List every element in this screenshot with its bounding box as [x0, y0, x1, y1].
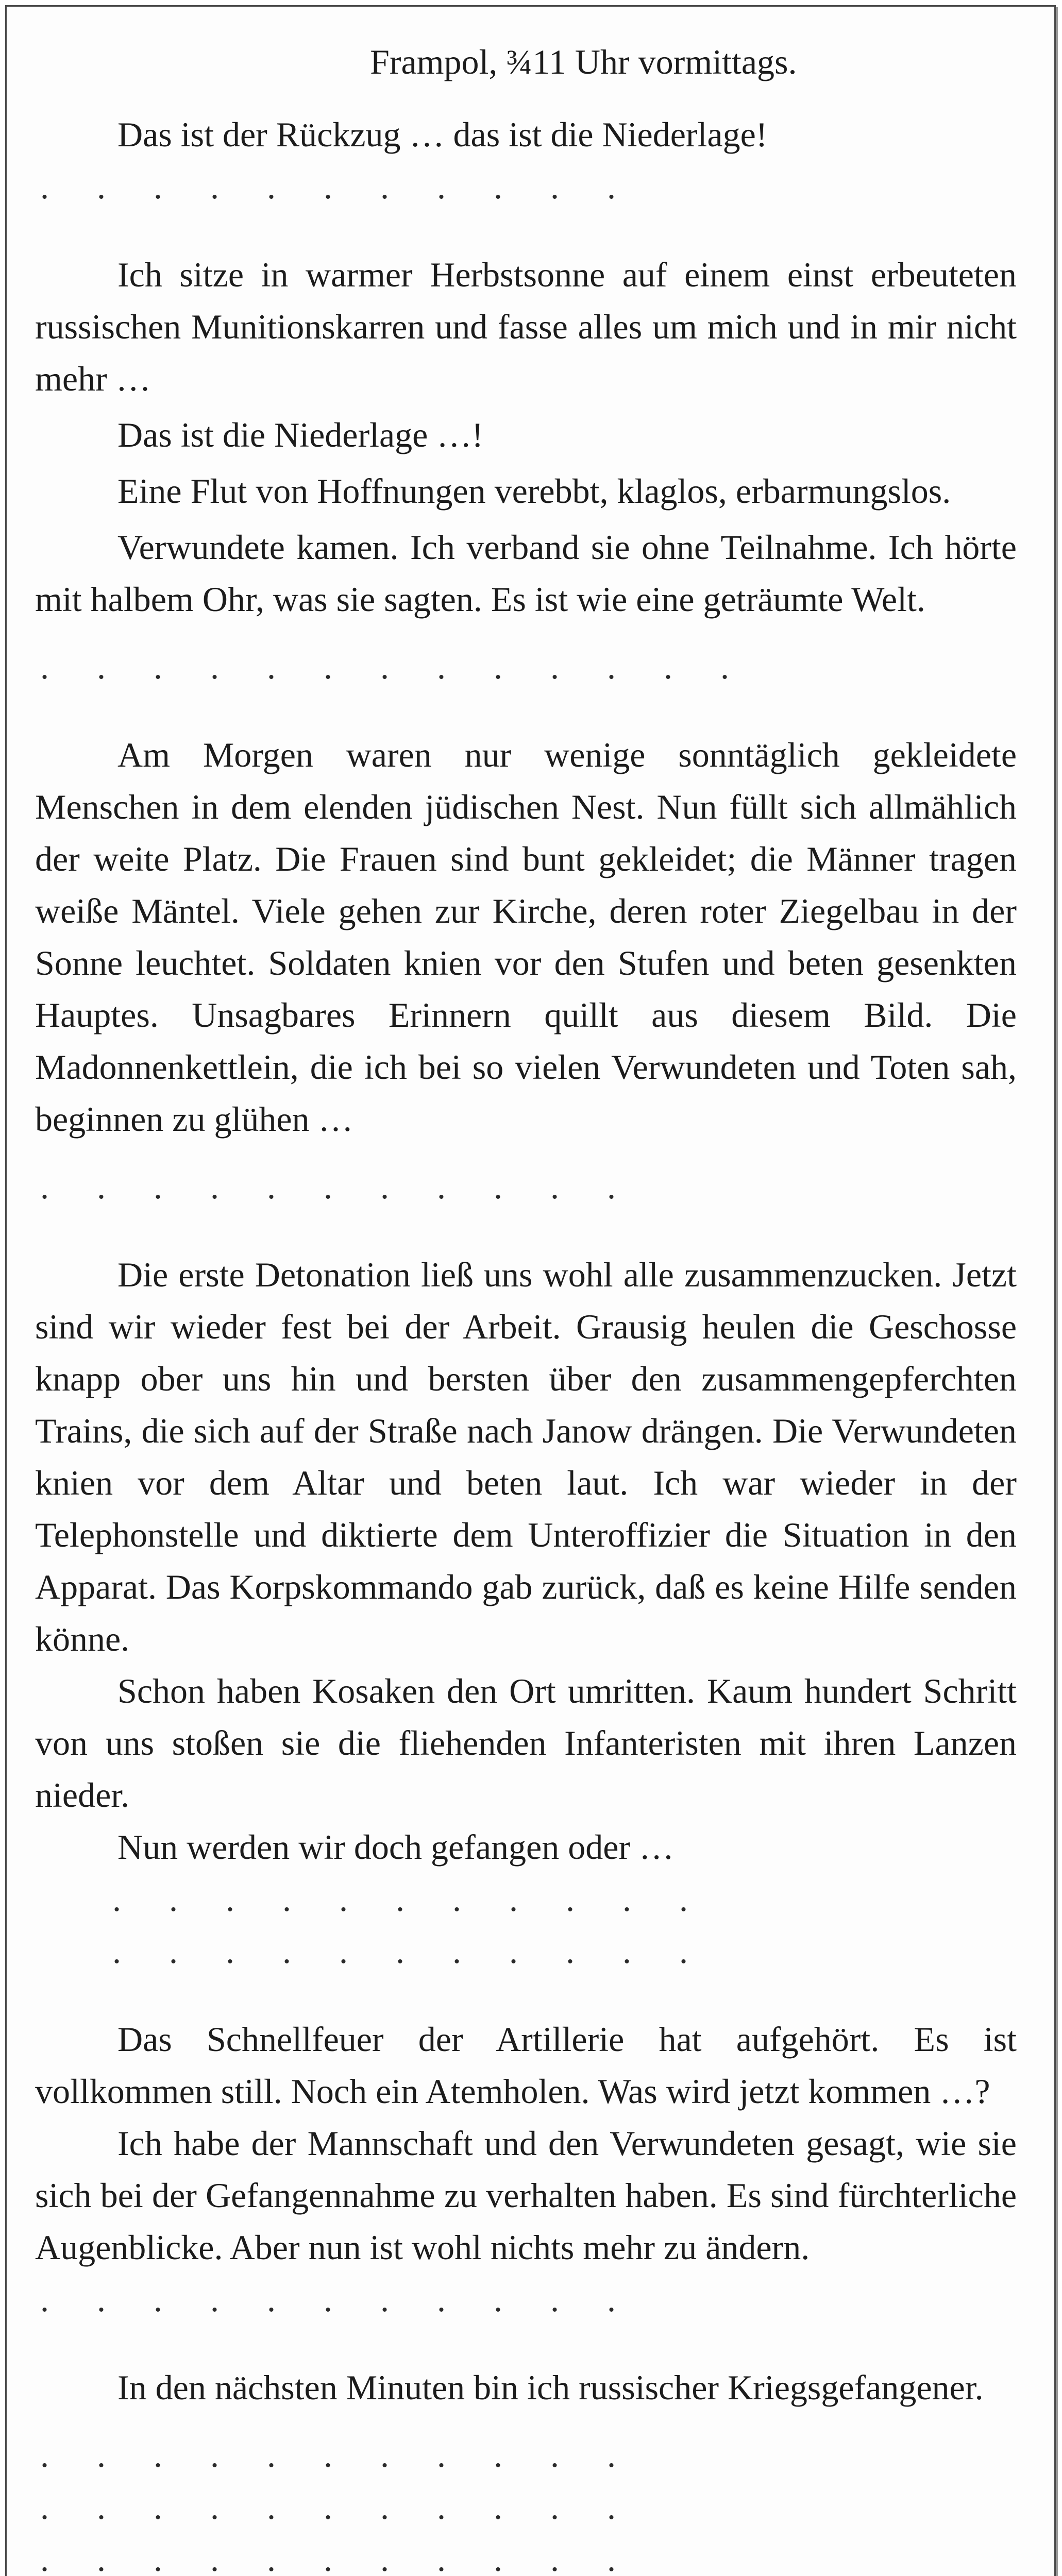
paragraph: Verwundete kamen. Ich verband sie ohne Teilnahme. Ich hörte mit halbem Ohr, was sie sagten. Es ist wie eine geträumte Welt.: [35, 528, 1017, 619]
page-header: Frampol, ¾11 Uhr vormittags.: [370, 42, 797, 81]
ellipsis-dots: . . . . . . . . . . .: [40, 2435, 635, 2475]
ellipsis-dots: . . . . . . . . . . . . .: [40, 647, 749, 686]
ellipsis-dots: . . . . . . . . . . .: [40, 2487, 635, 2527]
paragraph: Das Schnellfeuer der Artillerie hat aufgehört. Es ist vollkommen still. Noch ein Atemholen. Was wird jetzt kommen …?: [35, 2020, 1017, 2111]
paragraph: Schon haben Kosaken den Ort umritten. Kaum hundert Schritt von uns stoßen sie die fliehenden Infanteristen mit ihren Lanzen nieder.: [35, 1671, 1017, 1815]
paragraph: Eine Flut von Hoffnungen verebbt, klaglos, erbarmungslos.: [117, 471, 951, 511]
paragraph: In den nächsten Minuten bin ich russischer Kriegsgefangener.: [117, 2368, 984, 2407]
ellipsis-dots: . . . . . . . . . . .: [40, 2539, 635, 2576]
ellipsis-dots: . . . . . . . . . . .: [40, 1167, 635, 1206]
ellipsis-dots: . . . . . . . . . . .: [40, 167, 635, 206]
document-page: [35, 36, 1017, 2576]
paragraph: Das ist die Niederlage …!: [117, 415, 483, 454]
ellipsis-dots: . . . . . . . . . . .: [40, 2280, 635, 2319]
paragraph: Das ist der Rückzug … das ist die Niederlage!: [117, 115, 768, 154]
ellipsis-dots: . . . . . . . . . . .: [112, 1879, 707, 1919]
ellipsis-dots: . . . . . . . . . . .: [112, 1931, 707, 1971]
paragraph: Nun werden wir doch gefangen oder …: [117, 1827, 675, 1867]
paragraph: Am Morgen waren nur wenige sonntäglich gekleidete Menschen in dem elenden jüdischen Nest. Nun füllt sich allmählich der weite Platz. Die Frauen sind bunt gekleidet; die Männer tragen weiße Mäntel. Viele gehen zur Kirche, deren roter Ziegelbau in der Sonne leuchtet. Soldaten knien vor den Stufen und beten gesenkten Hauptes. Unsagbares Erinnern quillt aus diesem Bild. Die Madonnenkettlein, die ich bei so vielen Verwundeten und Toten sah, beginnen zu glühen …: [35, 735, 1017, 1139]
paragraph: Ich habe der Mannschaft und den Verwundeten gesagt, wie sie sich bei der Gefangennahme zu verhalten haben. Es sind fürchterliche Augenblicke. Aber nun ist wohl nichts mehr zu ändern.: [35, 2124, 1017, 2267]
paragraph: Die erste Detonation ließ uns wohl alle zusammenzucken. Jetzt sind wir wieder fest bei der Arbeit. Grausig heulen die Geschosse knapp ober uns hin und bersten über den zusammengepferchten Trains, die sich auf der Straße nach Janow drängen. Die Verwundeten knien vor dem Altar und beten laut. Ich war wieder in der Telephonstelle und diktierte dem Unteroffizier die Situation in den Apparat. Das Korpskommando gab zurück, daß es keine Hilfe senden könne.: [35, 1255, 1017, 1658]
paragraph: Ich sitze in warmer Herbstsonne auf einem einst erbeuteten russischen Munitionskarren und fasse alles um mich und in mir nicht mehr …: [35, 255, 1017, 398]
